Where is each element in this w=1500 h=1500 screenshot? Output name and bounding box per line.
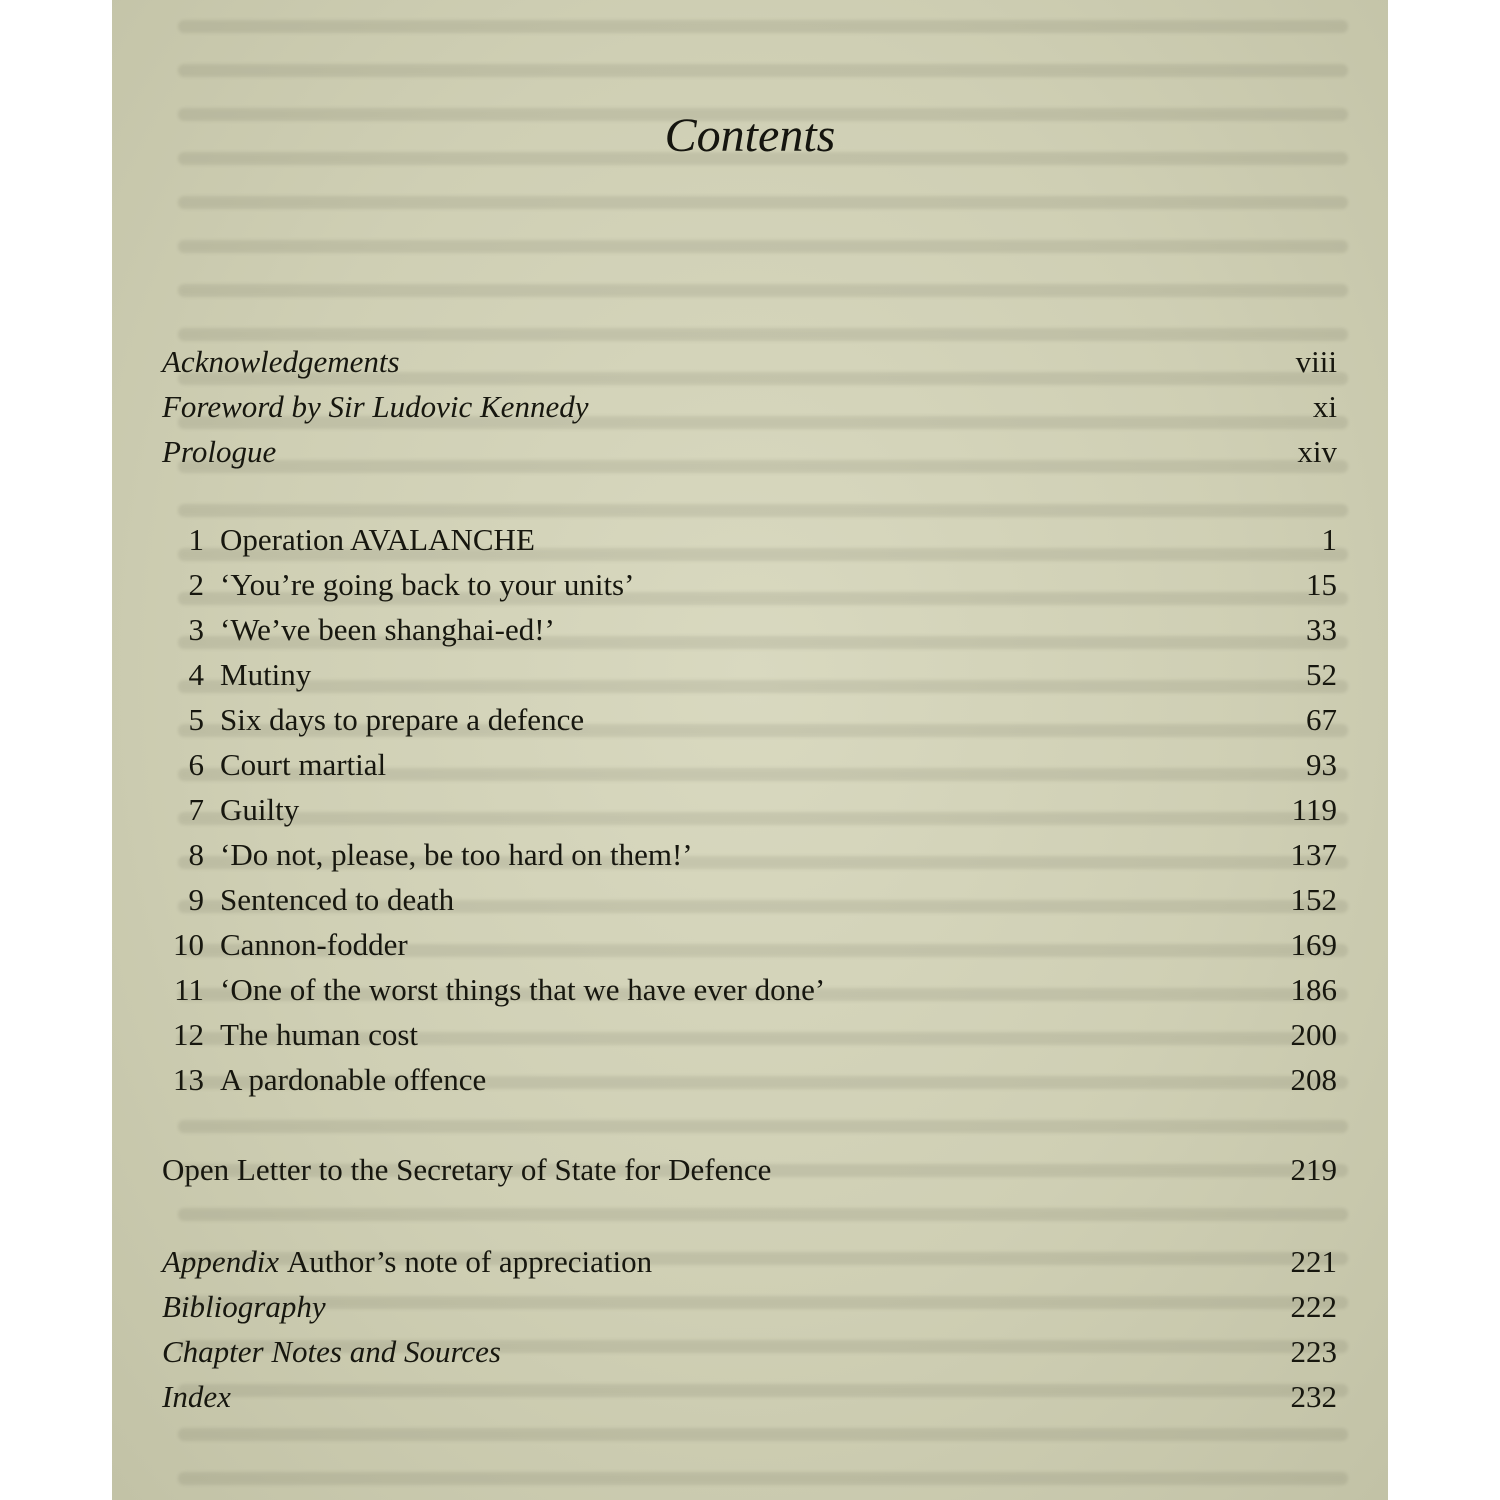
chapter-title: Guilty <box>220 792 300 827</box>
chapter-title: ‘One of the worst things that we have ever done’ <box>220 972 826 1007</box>
chapter-number: 13 <box>173 1062 204 1097</box>
chapter-title: ‘We’ve been shanghai-ed!’ <box>220 612 555 647</box>
toc-chapter-3 <box>162 608 1337 652</box>
toc-chapter-5 <box>162 698 1337 742</box>
toc-entry-acknowledgements <box>162 340 1337 384</box>
toc-page-number: 93 <box>1306 747 1337 782</box>
toc-chapter-12 <box>162 1013 1337 1057</box>
toc-chapter-11 <box>162 968 1337 1012</box>
chapter-title: Court martial <box>220 747 387 782</box>
chapter-title: ‘Do not, please, be too hard on them!’ <box>220 837 693 872</box>
toc-page-number: 221 <box>1290 1244 1337 1279</box>
contents-heading: Contents <box>664 109 836 162</box>
toc-entry-appendix <box>162 1240 1337 1284</box>
toc-page-number: 219 <box>1290 1152 1337 1187</box>
toc-entry-label: Author’s note of appreciation <box>286 1244 653 1279</box>
toc-chapter-10 <box>162 923 1337 967</box>
toc-page-number: 223 <box>1290 1334 1337 1369</box>
toc-entry-label: Chapter Notes and Sources <box>162 1334 501 1369</box>
toc-page-number: xi <box>1312 389 1337 424</box>
toc-chapter-9 <box>162 878 1337 922</box>
appendix-entry <box>162 1240 652 1284</box>
book-page <box>112 0 1388 1500</box>
chapter-number: 7 <box>188 792 204 827</box>
chapter-number: 12 <box>173 1017 204 1052</box>
toc-chapter-6 <box>162 743 1337 787</box>
chapter-number: 3 <box>188 612 204 647</box>
toc-entry-label: Bibliography <box>162 1289 326 1324</box>
toc-chapter-7 <box>162 788 1337 832</box>
toc-chapter-2 <box>162 563 1337 607</box>
chapter-number: 8 <box>188 837 204 872</box>
toc-page-number: 52 <box>1306 657 1337 692</box>
chapter-number: 1 <box>188 522 204 557</box>
chapter-number: 10 <box>173 927 204 962</box>
toc-page-number: 200 <box>1290 1017 1337 1052</box>
chapter-number: 5 <box>188 702 204 737</box>
toc-page-number: 152 <box>1290 882 1337 917</box>
chapter-title: Operation AVALANCHE <box>220 522 535 557</box>
toc-page-number: 33 <box>1306 612 1337 647</box>
chapter-number: 6 <box>188 747 204 782</box>
toc-page-number: viii <box>1295 344 1337 379</box>
toc-entry-label: Prologue <box>162 434 277 469</box>
appendix-prefix: Appendix <box>162 1244 280 1279</box>
toc-page-number: 1 <box>1321 522 1337 557</box>
chapter-title: A pardonable offence <box>220 1062 487 1097</box>
toc-entry-index <box>162 1375 1337 1419</box>
toc-entry-label: Acknowledgements <box>162 344 400 379</box>
chapter-title: Sentenced to death <box>220 882 455 917</box>
chapter-number: 11 <box>174 972 204 1007</box>
chapter-title: Cannon-fodder <box>220 927 408 962</box>
toc-page-number: 208 <box>1290 1062 1337 1097</box>
toc-entry-prologue <box>162 430 1337 474</box>
toc-chapter-4 <box>162 653 1337 697</box>
toc-entry-bibliography <box>162 1285 1337 1329</box>
toc-page-number: 232 <box>1290 1379 1337 1414</box>
toc-entry-chapter-notes <box>162 1330 1337 1374</box>
toc-page-number: xiv <box>1297 434 1337 469</box>
toc-page-number: 137 <box>1290 837 1337 872</box>
toc-entry-label: Open Letter to the Secretary of State for Defence <box>162 1152 772 1187</box>
toc-page-number: 186 <box>1290 972 1337 1007</box>
chapter-title: ‘You’re going back to your units’ <box>220 567 635 602</box>
chapter-title: Mutiny <box>220 657 312 692</box>
toc-chapter-13 <box>162 1058 1337 1102</box>
toc-entry-open-letter <box>162 1148 1337 1192</box>
toc-page-number: 169 <box>1290 927 1337 962</box>
toc-entry-foreword <box>162 385 1337 429</box>
chapter-number: 9 <box>188 882 204 917</box>
toc-entry-label: Foreword by Sir Ludovic Kennedy <box>162 389 589 424</box>
toc-page-number: 222 <box>1290 1289 1337 1324</box>
chapter-title: The human cost <box>220 1017 419 1052</box>
toc-chapter-1 <box>162 518 1337 562</box>
chapter-title: Six days to prepare a defence <box>220 702 585 737</box>
toc-page-number: 15 <box>1306 567 1337 602</box>
toc-chapter-8 <box>162 833 1337 877</box>
toc-entry-label: Index <box>162 1379 231 1414</box>
toc-page-number: 119 <box>1291 792 1337 827</box>
toc-page-number: 67 <box>1306 702 1337 737</box>
chapter-number: 2 <box>188 567 204 602</box>
chapter-number: 4 <box>188 657 204 692</box>
